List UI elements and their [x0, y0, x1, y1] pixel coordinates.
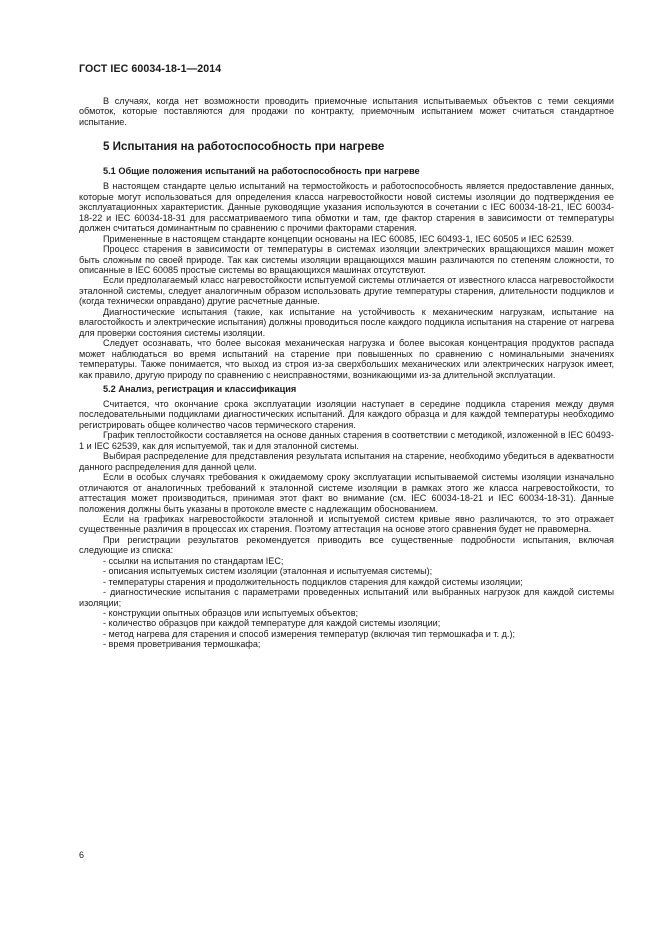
document-body [79, 96, 614, 650]
list-item: - конструкции опытных образцов или испытуемых объектов; [103, 608, 359, 619]
subsection-5-1-heading: 5.1 Общие положения испытаний на работоспособность при нагреве [103, 166, 420, 177]
intro-paragraph: В случаях, когда нет возможности проводить приемочные испытания испытываемых объектов с теми секциями обмоток, которые поставляются для продажи по контракту, приемочным испытанием может считаться стандартное испытание. [79, 96, 614, 127]
paragraph: Следует осознавать, что более высокая механическая нагрузка и более высокая концентрация продуктов распада может наблюдаться во время испытаний на старение при повышенных по сравнению с номинальными значениях температуры. Также понимается, что выход из строя из-за сверхбольших механических или электрических нагрузок имеет, как правило, другую природу по сравнению с неисправностями, возникающими из-за длительной эксплуатации. [79, 338, 614, 380]
paragraph: При регистрации результатов рекомендуется приводить все существенные подробности испытания, включая следующие из списка: [79, 534, 614, 556]
page-number: 6 [79, 850, 85, 860]
list-item: - описания испытуемых систем изоляции (эталонная и испытуемая системы); [103, 566, 433, 577]
paragraph: Если в особых случаях требования к ожидаемому сроку эксплуатации испытываемой системы изоляции изначально отличаются от аналогичных требований к эталонной системе изоляции в рамках этого же класса нагревостойкости, то аттестация может производиться, принимая этот факт во внимание (см. IEC 60034-18-21 и IEC 60034-18-31). Данные положения должны быть указаны в протоколе вместе с надлежащим обоснованием. [79, 472, 614, 514]
paragraph: Если предполагаемый класс нагревостойкости испытуемой системы отличается от известного класса нагревостойкости эталонной системы, следует аналогичным образом использовать другие температуры старения, длительности подциклов и (когда технически оправдано) другие расчетные данные. [79, 275, 614, 307]
list-item: - время проветривания термошкафа; [103, 639, 261, 650]
paragraph: График теплостойкости составляется на основе данных старения в соответствии с методикой, изложенной в IEC 60493-1 и IEC 62539, как для испытуемой, так и для эталонной системы. [79, 430, 614, 451]
subsection-5-2-heading: 5.2 Анализ, регистрация и классификация [103, 383, 297, 394]
list-item: - количество образцов при каждой температуре для каждой системы изоляции; [103, 618, 441, 629]
list-item: - ссылки на испытания по стандартам IEC; [103, 555, 284, 566]
paragraph: Процесс старения в зависимости от температуры в системах изоляции электрических вращающихся машин может быть сложным по своей природе. Так как системы изоляции вращающихся машин различаются по степеням сложности, то описанные в IEC 60085 простые системы во вращающихся машинах отсутствуют. [79, 244, 614, 275]
list-item: - температуры старения и продолжительность подциклов старения для каждой системы изоляции; [103, 576, 523, 587]
paragraph: Выбирая распределение для представления результата испытания на старение, необходимо убедиться в адекватности данного распределения для данной цели. [79, 451, 614, 472]
list-item: - метод нагрева для старения и способ измерения температур (включая тип термошкафа и т. д.); [103, 628, 516, 639]
document-header: ГОСТ IEC 60034-18-1—2014 [79, 63, 222, 75]
paragraph: Если на графиках нагревостойкости эталонной и испытуемой систем кривые явно различаются, то это отражает существенные различия в процессах их старения. Поэтому аттестация на основе этого сравнения будет не правомерна. [79, 513, 614, 535]
paragraph: Считается, что окончание срока эксплуатации изоляции наступает в середине подцикла старения между двумя последовательными подциклами диагностических испытаний. Для каждого образца и для каждой температуры необходимо регистрировать общее количество часов термического старения. [79, 398, 614, 430]
list-item: - диагностические испытания с параметрами проведенных испытаний или выбранных нагрузок для каждой системы изоляции; [79, 587, 614, 608]
paragraph: В настоящем стандарте целью испытаний на термостойкость и работоспособность является предоставление данных, которые могут использоваться для определения класса нагревостойкости новой системы изоляции до подтверждения ее эксплуатационных характеристик. Данные руководящие указания используются в сочетании с IEC 60034-18-21, IEC 60034-18-22 и IEC 60034-18-31 для рассматриваемого типа обмотки и там, где фактор старения в зависимости от температуры должен считаться доминантным по сравнению с прочими факторами старения. [79, 181, 614, 234]
paragraph: Диагностические испытания (такие, как испытание на устойчивость к механическим нагрузкам, испытание на влагостойкость и электрические испытания) должны проводиться после каждого подцикла испытания на старение от нагрева для проверки состояния системы изоляции. [79, 306, 614, 338]
section-5-heading: 5 Испытания на работоспособность при нагреве [103, 140, 385, 154]
paragraph: Примененные в настоящем стандарте концепции основаны на IEC 60085, IEC 60493-1, IEC 60505 и IEC 62539. [103, 233, 575, 244]
